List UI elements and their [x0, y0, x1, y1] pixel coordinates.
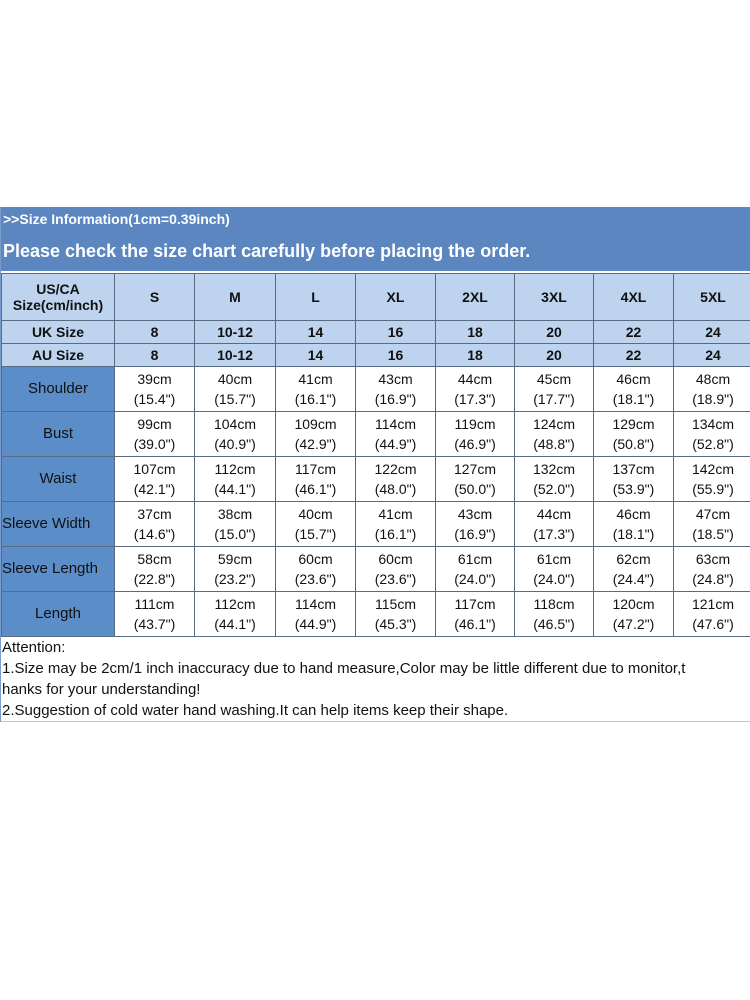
inch-value: (15.0"): [214, 526, 256, 542]
inch-value: (18.9"): [692, 391, 734, 407]
size-conversion-cell: 18: [436, 344, 515, 367]
cm-value: 115cm: [375, 596, 416, 612]
size-conversion-row: [2, 344, 750, 367]
cm-value: 118cm: [533, 596, 575, 612]
measurement-cell: [436, 547, 515, 592]
cm-value: 114cm: [295, 596, 336, 612]
measurement-cell: [594, 367, 674, 412]
measurement-cell: [515, 367, 594, 412]
cm-value: 59cm: [217, 551, 253, 567]
corner-label-line: Size(cm/inch): [12, 297, 104, 313]
measurement-cell: [515, 502, 594, 547]
measurement-row: [2, 412, 750, 457]
inch-value: (17.3"): [533, 526, 575, 542]
inch-value: (24.0"): [454, 571, 496, 587]
inch-value: (16.1"): [294, 391, 337, 407]
inch-value: (15.7"): [294, 526, 337, 542]
cm-value: 44cm: [536, 506, 572, 522]
inch-value: (52.8"): [692, 436, 734, 452]
measurement-label-cell: [2, 367, 115, 412]
size-conversion-cell: 10-12: [195, 321, 276, 344]
measurement-cell: [674, 592, 750, 637]
measurement-cell: [515, 412, 594, 457]
size-chart: [0, 207, 750, 722]
cm-value: 142cm: [691, 461, 735, 477]
measurement-cell: [436, 412, 515, 457]
inch-value: (24.4"): [612, 571, 655, 587]
cm-value: 58cm: [137, 551, 172, 567]
cm-value: 46cm: [616, 506, 651, 522]
inch-value: (44.9"): [294, 616, 337, 632]
measurement-cell: [515, 592, 594, 637]
size-info-banner: >>Size Information(1cm=0.39inch): [1, 207, 750, 231]
measurement-label-cell: [2, 502, 115, 547]
measurement-cell: [674, 412, 750, 457]
attention-notes: [1, 637, 750, 722]
size-conversion-cell: 18: [436, 321, 515, 344]
size-header-cell: XL: [356, 274, 436, 321]
inch-value: (48.8"): [533, 436, 575, 452]
measurement-cell: [195, 547, 276, 592]
inch-value: (16.9"): [454, 526, 496, 542]
measurement-cell: [276, 457, 356, 502]
size-conversion-cell: 22: [594, 321, 674, 344]
cm-value: 43cm: [457, 506, 493, 522]
size-conversion-cell: 8: [115, 321, 195, 344]
inch-value: (39.0"): [133, 436, 176, 452]
size-header-cell: 4XL: [594, 274, 674, 321]
inch-value: (50.8"): [612, 436, 655, 452]
inch-value: (46.1"): [454, 616, 496, 632]
measurement-cell: [515, 547, 594, 592]
cm-value: 60cm: [378, 551, 413, 567]
measurement-cell: [594, 412, 674, 457]
measurement-cell: [115, 592, 195, 637]
inch-value: (46.5"): [533, 616, 575, 632]
cm-value: 117cm: [295, 461, 336, 477]
cm-value: 45cm: [536, 371, 572, 387]
inch-value: (18.1"): [612, 526, 655, 542]
cm-value: 43cm: [378, 371, 413, 387]
measurement-label-cell: [2, 457, 115, 502]
cm-value: 121cm: [691, 596, 735, 612]
size-row-label: UK Size: [2, 321, 115, 344]
cm-value: 120cm: [612, 596, 655, 612]
inch-value: (52.0"): [533, 481, 575, 497]
cm-value: 117cm: [454, 596, 496, 612]
size-conversion-cell: 10-12: [195, 344, 276, 367]
measurement-label: Shoulder: [27, 380, 89, 397]
size-conversion-cell: 24: [674, 344, 750, 367]
measurement-cell: [674, 367, 750, 412]
size-check-banner: Please check the size chart carefully before placing the order.: [1, 231, 750, 273]
measurement-cell: [436, 367, 515, 412]
cm-value: 41cm: [298, 371, 333, 387]
cm-value: 62cm: [616, 551, 651, 567]
cm-value: 122cm: [374, 461, 417, 477]
cm-value: 99cm: [137, 416, 172, 432]
inch-value: (18.5"): [692, 526, 734, 542]
cm-value: 46cm: [616, 371, 651, 387]
size-header-cell: 5XL: [674, 274, 750, 321]
inch-value: (22.8"): [133, 571, 176, 587]
measurement-cell: [674, 457, 750, 502]
cm-value: 104cm: [213, 416, 257, 432]
size-conversion-cell: 16: [356, 344, 436, 367]
measurement-cell: [594, 502, 674, 547]
inch-value: (23.2"): [214, 571, 256, 587]
inch-value: (46.9"): [454, 436, 496, 452]
cm-value: 107cm: [133, 461, 176, 477]
measurement-cell: [594, 457, 674, 502]
size-table: [1, 273, 750, 637]
measurement-cell: [276, 412, 356, 457]
cm-value: 38cm: [217, 506, 253, 522]
measurement-cell: [195, 367, 276, 412]
inch-value: (16.9"): [374, 391, 417, 407]
measurement-cell: [356, 367, 436, 412]
inch-value: (18.1"): [612, 391, 655, 407]
size-conversion-cell: 20: [515, 344, 594, 367]
inch-value: (42.9"): [294, 436, 337, 452]
measurement-cell: [674, 547, 750, 592]
cm-value: 129cm: [612, 416, 655, 432]
measurement-cell: [115, 367, 195, 412]
measurement-cell: [195, 412, 276, 457]
measurement-cell: [356, 412, 436, 457]
measurement-cell: [276, 367, 356, 412]
measurement-cell: [276, 547, 356, 592]
size-header-cell: L: [276, 274, 356, 321]
size-conversion-row: [2, 321, 750, 344]
inch-value: (43.7"): [133, 616, 176, 632]
measurement-cell: [115, 412, 195, 457]
note-line-2: 2.Suggestion of cold water hand washing.It can help items keep their shape.: [2, 702, 509, 719]
size-conversion-cell: 22: [594, 344, 674, 367]
measurement-cell: [515, 457, 594, 502]
cm-value: 44cm: [457, 371, 493, 387]
size-header-cell: S: [115, 274, 195, 321]
measurement-cell: [195, 592, 276, 637]
inch-value: (48.0"): [374, 481, 417, 497]
inch-value: (15.4"): [133, 391, 176, 407]
cm-value: 61cm: [457, 551, 493, 567]
size-conversion-cell: 14: [276, 321, 356, 344]
measurement-cell: [436, 457, 515, 502]
size-conversion-cell: 14: [276, 344, 356, 367]
cm-value: 137cm: [612, 461, 655, 477]
measurement-cell: [436, 502, 515, 547]
measurement-cell: [356, 502, 436, 547]
notes-title: Attention:: [2, 639, 66, 656]
size-header-cell: 3XL: [515, 274, 594, 321]
measurement-cell: [115, 502, 195, 547]
size-conversion-cell: 20: [515, 321, 594, 344]
cm-value: 63cm: [695, 551, 731, 567]
size-header-row: [2, 274, 750, 321]
inch-value: (44.1"): [214, 616, 256, 632]
cm-value: 48cm: [695, 371, 731, 387]
measurement-cell: [195, 502, 276, 547]
inch-value: (42.1"): [133, 481, 176, 497]
size-row-label: AU Size: [2, 344, 115, 367]
measurement-row: [2, 547, 750, 592]
cm-value: 127cm: [453, 461, 497, 477]
measurement-cell: [115, 547, 195, 592]
cm-value: 112cm: [214, 461, 256, 477]
measurement-cell: [356, 457, 436, 502]
measurement-cell: [436, 592, 515, 637]
cm-value: 40cm: [298, 506, 333, 522]
inch-value: (40.9"): [214, 436, 256, 452]
measurement-label: Length: [35, 605, 81, 622]
cm-value: 47cm: [695, 506, 731, 522]
measurement-row: [2, 592, 750, 637]
size-conversion-cell: 24: [674, 321, 750, 344]
inch-value: (53.9"): [612, 481, 655, 497]
note-line-1b: hanks for your understanding!: [2, 681, 201, 698]
cm-value: 134cm: [691, 416, 735, 432]
inch-value: (55.9"): [692, 481, 734, 497]
cm-value: 61cm: [536, 551, 572, 567]
inch-value: (47.6"): [692, 616, 734, 632]
inch-value: (45.3"): [374, 616, 417, 632]
cm-value: 41cm: [378, 506, 413, 522]
measurement-label-cell: [2, 547, 115, 592]
inch-value: (24.8"): [692, 571, 734, 587]
measurement-cell: [356, 547, 436, 592]
inch-value: (16.1"): [374, 526, 417, 542]
measurement-cell: [674, 502, 750, 547]
corner-label: [2, 274, 115, 321]
cm-value: 112cm: [214, 596, 256, 612]
measurement-row: [2, 502, 750, 547]
corner-label-line: US/CA: [36, 281, 80, 297]
cm-value: 37cm: [137, 506, 172, 522]
size-header-cell: 2XL: [436, 274, 515, 321]
measurement-label: Waist: [39, 470, 77, 487]
measurement-row: [2, 457, 750, 502]
inch-value: (15.7"): [214, 391, 256, 407]
measurement-label-cell: [2, 412, 115, 457]
size-conversion-cell: 8: [115, 344, 195, 367]
inch-value: (17.3"): [454, 391, 496, 407]
note-line-1a: 1.Size may be 2cm/1 inch inaccuracy due to hand measure,Color may be little different due to monitor,t: [2, 660, 686, 677]
inch-value: (47.2"): [612, 616, 655, 632]
measurement-cell: [115, 457, 195, 502]
measurement-cell: [195, 457, 276, 502]
measurement-label: Sleeve Width: [2, 515, 91, 532]
measurement-cell: [594, 592, 674, 637]
cm-value: 124cm: [532, 416, 576, 432]
inch-value: (23.6"): [374, 571, 417, 587]
measurement-cell: [276, 592, 356, 637]
size-header-cell: M: [195, 274, 276, 321]
measurement-cell: [594, 547, 674, 592]
cm-value: 39cm: [137, 371, 172, 387]
measurement-label: Bust: [42, 425, 73, 442]
cm-value: 114cm: [375, 416, 416, 432]
measurement-label: Sleeve Length: [2, 560, 98, 577]
inch-value: (46.1"): [294, 481, 337, 497]
measurement-label-cell: [2, 592, 115, 637]
cm-value: 60cm: [298, 551, 333, 567]
cm-value: 111cm: [134, 596, 175, 612]
size-conversion-cell: 16: [356, 321, 436, 344]
measurement-cell: [356, 592, 436, 637]
cm-value: 119cm: [454, 416, 496, 432]
cm-value: 109cm: [294, 416, 337, 432]
measurement-cell: [276, 502, 356, 547]
measurement-row: [2, 367, 750, 412]
cm-value: 40cm: [217, 371, 253, 387]
inch-value: (23.6"): [294, 571, 337, 587]
inch-value: (17.7"): [533, 391, 575, 407]
inch-value: (50.0"): [454, 481, 496, 497]
inch-value: (44.9"): [374, 436, 417, 452]
inch-value: (44.1"): [214, 481, 256, 497]
inch-value: (14.6"): [133, 526, 176, 542]
cm-value: 132cm: [532, 461, 576, 477]
inch-value: (24.0"): [533, 571, 575, 587]
